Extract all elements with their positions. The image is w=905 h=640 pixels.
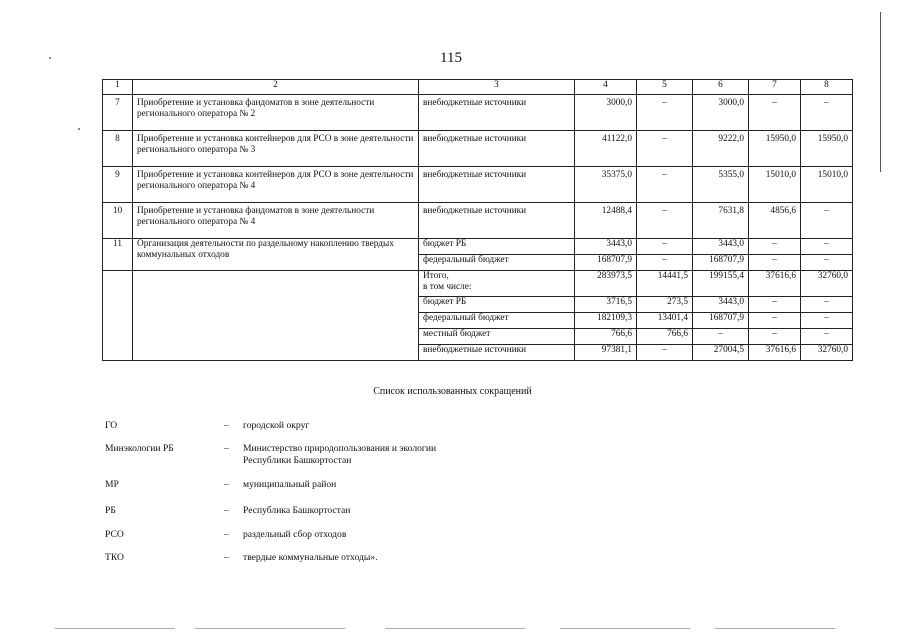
abbreviation-key: РСО (105, 529, 124, 540)
row-source: федеральный бюджет (419, 255, 575, 271)
row-source: внебюджетные источники (419, 95, 575, 131)
header-cell: 3 (419, 80, 575, 95)
cell-col5: – (637, 95, 693, 131)
table-row (103, 239, 853, 255)
cell-col7: 37616,6 (749, 271, 801, 297)
cell-col6: 3443,0 (693, 239, 749, 255)
abbreviation-dash: – (224, 443, 229, 454)
abbreviation-value: раздельный сбор отходов (243, 529, 347, 540)
blank-cell (103, 271, 133, 361)
abbreviation-key: Минэкологии РБ (105, 443, 174, 454)
cell-col4: 41122,0 (575, 131, 637, 167)
row-name: Приобретение и установка контейнеров для РСО в зоне деятельности регионального оператора № 3 (133, 131, 419, 167)
cell-col7: – (749, 313, 801, 329)
table-row (103, 131, 853, 167)
cell-col8: – (801, 239, 853, 255)
cell-col5: 766,6 (637, 329, 693, 345)
cell-col7: – (749, 329, 801, 345)
cell-col6: – (693, 329, 749, 345)
cell-col5: – (637, 345, 693, 361)
total-label-line2: в том числе: (423, 282, 472, 292)
scan-line (560, 628, 690, 629)
total-label-line1: Итого, (423, 271, 449, 281)
total-row (103, 271, 853, 297)
page-number: 115 (440, 50, 462, 66)
cell-col8: 15010,0 (801, 167, 853, 203)
row-number: 7 (103, 95, 133, 131)
cell-col7: – (749, 239, 801, 255)
cell-col8: – (801, 329, 853, 345)
abbreviation-value: городской округ (243, 420, 310, 431)
cell-col5: 14441,5 (637, 271, 693, 297)
cell-col6: 7631,8 (693, 203, 749, 239)
table-row (103, 203, 853, 239)
cell-col4: 3443,0 (575, 239, 637, 255)
cell-col4: 12488,4 (575, 203, 637, 239)
cell-col8: 32760,0 (801, 345, 853, 361)
cell-col7: – (749, 95, 801, 131)
cell-col4: 182109,3 (575, 313, 637, 329)
scan-line (195, 628, 345, 629)
header-cell: 8 (801, 80, 853, 95)
header-cell: 1 (103, 80, 133, 95)
row-number: 11 (103, 239, 133, 271)
cell-col7: – (749, 255, 801, 271)
program-table (102, 79, 853, 361)
row-source: бюджет РБ (419, 239, 575, 255)
cell-col4: 168707,9 (575, 255, 637, 271)
cell-col7: 15010,0 (749, 167, 801, 203)
header-cell: 4 (575, 80, 637, 95)
abbreviations-title: Список использованных сокращений (373, 386, 532, 397)
cell-col6: 3000,0 (693, 95, 749, 131)
cell-col8: – (801, 297, 853, 313)
abbreviation-key: РБ (105, 505, 116, 516)
cell-col4: 283973,5 (575, 271, 637, 297)
cell-col4: 3716,5 (575, 297, 637, 313)
cell-col6: 3443,0 (693, 297, 749, 313)
scan-line (715, 628, 835, 629)
row-source: внебюджетные источники (419, 345, 575, 361)
cell-col6: 5355,0 (693, 167, 749, 203)
cell-col7: 15950,0 (749, 131, 801, 167)
cell-col7: 4856,6 (749, 203, 801, 239)
header-cell: 5 (637, 80, 693, 95)
row-source: федеральный бюджет (419, 313, 575, 329)
abbreviation-key: ТКО (105, 552, 124, 563)
table-header-row (103, 80, 853, 95)
abbreviation-value: Республика Башкортостан (243, 505, 351, 516)
cell-col8: – (801, 313, 853, 329)
abbreviation-key: ГО (105, 420, 118, 431)
row-number: 10 (103, 203, 133, 239)
abbreviation-value: Министерство природопользования и экологии (243, 443, 437, 454)
cell-col4: 3000,0 (575, 95, 637, 131)
row-name: Приобретение и установка фандоматов в зоне деятельности регионального оператора № 4 (133, 203, 419, 239)
cell-col8: 32760,0 (801, 271, 853, 297)
cell-col6: 9222,0 (693, 131, 749, 167)
cell-col4: 97381,1 (575, 345, 637, 361)
cell-col5: 273,5 (637, 297, 693, 313)
cell-col5: – (637, 203, 693, 239)
cell-col5: – (637, 255, 693, 271)
scan-dot (78, 128, 80, 130)
cell-col5: 13401,4 (637, 313, 693, 329)
row-source: бюджет РБ (419, 297, 575, 313)
cell-col8: – (801, 203, 853, 239)
abbreviation-dash: – (224, 505, 229, 516)
row-name: Приобретение и установка фандоматов в зоне деятельности регионального оператора № 2 (133, 95, 419, 131)
cell-col7: – (749, 297, 801, 313)
abbreviation-key: МР (105, 479, 119, 490)
cell-col5: – (637, 239, 693, 255)
cell-col6: 168707,9 (693, 255, 749, 271)
scan-dot (49, 57, 51, 59)
abbreviation-dash: – (224, 552, 229, 563)
header-cell: 7 (749, 80, 801, 95)
cell-col7: 37616,6 (749, 345, 801, 361)
abbreviation-dash: – (224, 420, 229, 431)
abbreviation-value: Республики Башкортостан (243, 455, 352, 466)
scan-line (385, 628, 525, 629)
table-row (103, 167, 853, 203)
abbreviation-dash: – (224, 529, 229, 540)
row-source: внебюджетные источники (419, 131, 575, 167)
blank-cell (133, 271, 419, 361)
cell-col6: 199155,4 (693, 271, 749, 297)
cell-col8: 15950,0 (801, 131, 853, 167)
cell-col5: – (637, 131, 693, 167)
cell-col8: – (801, 255, 853, 271)
scan-line (55, 628, 175, 629)
page-edge-mark (880, 12, 881, 172)
abbreviation-value: твердые коммунальные отходы». (243, 552, 378, 563)
row-source: внебюджетные источники (419, 203, 575, 239)
row-source: местный бюджет (419, 329, 575, 345)
abbreviation-value: муниципальный район (243, 479, 337, 490)
cell-col5: – (637, 167, 693, 203)
row-number: 8 (103, 131, 133, 167)
total-label (419, 271, 575, 297)
cell-col4: 35375,0 (575, 167, 637, 203)
row-number: 9 (103, 167, 133, 203)
row-source: внебюджетные источники (419, 167, 575, 203)
header-cell: 2 (133, 80, 419, 95)
row-name: Организация деятельности по раздельному накоплению твердых коммунальных отходов (133, 239, 419, 271)
cell-col8: – (801, 95, 853, 131)
header-cell: 6 (693, 80, 749, 95)
cell-col6: 27004,5 (693, 345, 749, 361)
cell-col6: 168707,9 (693, 313, 749, 329)
abbreviation-dash: – (224, 479, 229, 490)
table-row (103, 95, 853, 131)
row-name: Приобретение и установка контейнеров для РСО в зоне деятельности регионального оператора № 4 (133, 167, 419, 203)
cell-col4: 766,6 (575, 329, 637, 345)
